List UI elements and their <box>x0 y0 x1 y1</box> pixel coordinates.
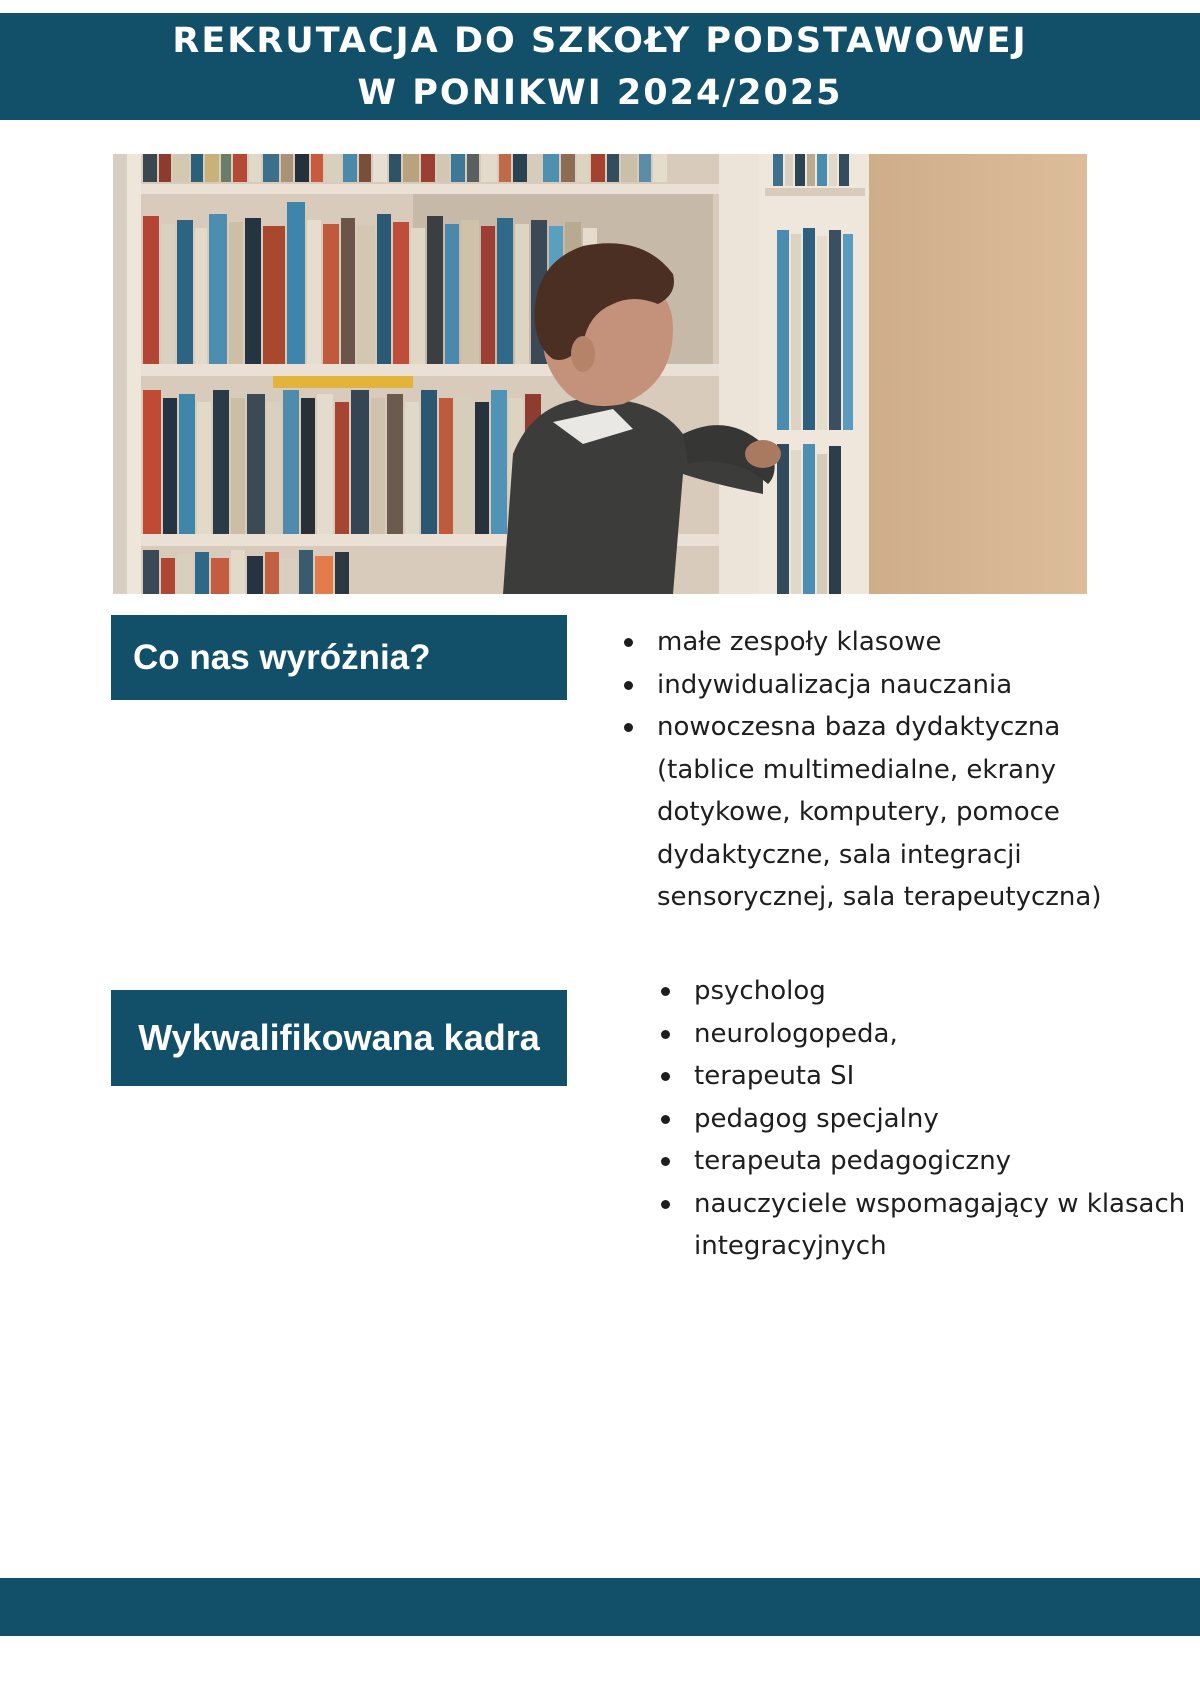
page-footer-bar <box>0 1578 1200 1636</box>
section-label-staff <box>111 990 567 1086</box>
list-item: terapeuta pedagogiczny <box>661 1140 1196 1183</box>
list-item: pedagog specjalny <box>661 1098 1196 1141</box>
section-label-distinguishes-text: Co nas wyróżnia? <box>133 637 431 677</box>
header-title-line-2: W PONIKWI 2024/2025 <box>357 73 843 113</box>
features-list <box>624 621 1124 919</box>
staff-list <box>661 970 1196 1268</box>
list-item: małe zespoły klasowe <box>624 621 1124 664</box>
list-item: indywidualizacja nauczania <box>624 664 1124 707</box>
list-item: terapeuta SI <box>661 1055 1196 1098</box>
list-item: neurologopeda, <box>661 1013 1196 1056</box>
section-label-staff-text: Wykwalifikowana kadra <box>138 1017 540 1058</box>
list-item: psycholog <box>661 970 1196 1013</box>
header-title-line-1: REKRUTACJA DO SZKOŁY PODSTAWOWEJ <box>172 21 1028 61</box>
list-item: nowoczesna baza dydaktyczna (tablice multimedialne, ekrany dotykowe, komputery, pomoce dydaktyczne, sala integracji sensorycznej, sala terapeutyczna) <box>624 706 1124 919</box>
list-item: nauczyciele wspomagający w klasach integracyjnych <box>661 1183 1196 1268</box>
section-label-distinguishes <box>111 615 567 700</box>
library-photo <box>113 154 1087 594</box>
page-header <box>0 13 1200 120</box>
